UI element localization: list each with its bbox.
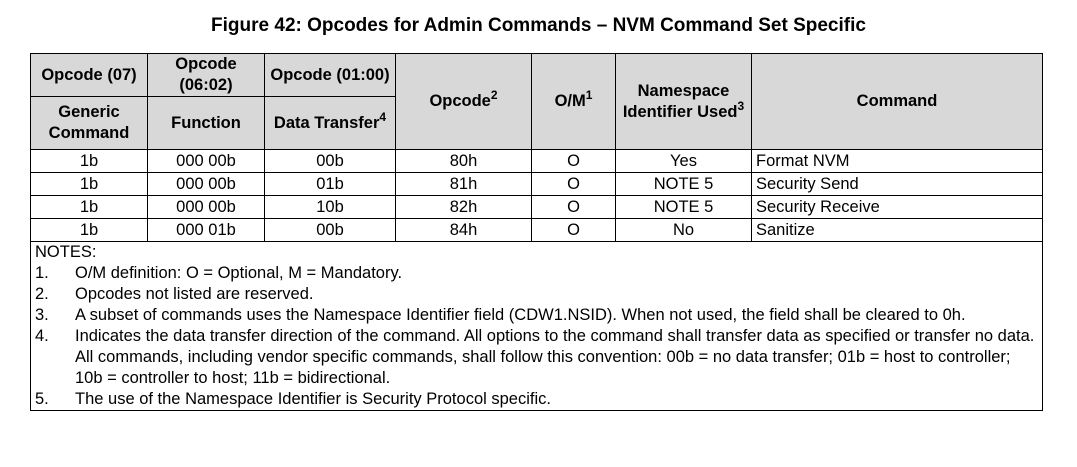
cell-opcode: 84h	[396, 219, 532, 242]
note-text: The use of the Namespace Identifier is Security Protocol specific.	[75, 390, 551, 408]
table-row	[31, 196, 1043, 219]
note-text: Opcodes not listed are reserved.	[75, 285, 314, 303]
header-function: Function	[148, 97, 265, 150]
header-om	[532, 54, 616, 150]
cell-om: O	[532, 219, 616, 242]
note-text: O/M definition: O = Optional, M = Mandatory.	[75, 264, 403, 282]
header-nsid-used	[616, 54, 752, 150]
cell-transfer: 00b	[265, 150, 396, 173]
cell-nsid: NOTE 5	[616, 173, 752, 196]
note-number: 4.	[35, 327, 49, 345]
cell-generic: 1b	[31, 219, 148, 242]
table-row	[31, 173, 1043, 196]
header-opcode-0602: Opcode (06:02)	[148, 54, 265, 97]
header-command: Command	[752, 54, 1043, 150]
cell-generic: 1b	[31, 150, 148, 173]
note-item	[35, 326, 1038, 389]
footnote-ref-1: 1	[585, 88, 593, 102]
note-number: 2.	[35, 285, 49, 303]
header-opcode-07: Opcode (07)	[31, 54, 148, 97]
cell-opcode: 82h	[396, 196, 532, 219]
cell-nsid: Yes	[616, 150, 752, 173]
cell-function: 000 00b	[148, 173, 265, 196]
cell-om: O	[532, 150, 616, 173]
opcodes-table	[30, 53, 1043, 411]
cell-transfer: 10b	[265, 196, 396, 219]
header-data-transfer	[265, 97, 396, 150]
footnote-ref-3: 3	[737, 98, 745, 113]
note-number: 5.	[35, 390, 49, 408]
cell-om: O	[532, 173, 616, 196]
cell-transfer: 01b	[265, 173, 396, 196]
cell-generic: 1b	[31, 173, 148, 196]
header-generic-command: Generic Command	[31, 97, 148, 150]
cell-function: 000 00b	[148, 150, 265, 173]
notes-cell	[31, 242, 1043, 411]
cell-command: Security Receive	[752, 196, 1043, 219]
note-item	[35, 263, 1038, 284]
note-item	[35, 305, 1038, 326]
cell-nsid: NOTE 5	[616, 196, 752, 219]
cell-opcode: 81h	[396, 173, 532, 196]
cell-transfer: 00b	[265, 219, 396, 242]
note-text: Indicates the data transfer direction of the command. All options to the command shall transfer data as specified or transfer no data. All commands, including vendor specific commands, shall follow this convention: 00b = no data transfer; 01b = host to controller; 10b = controller to host; 11b = bidirectional.	[75, 327, 1035, 387]
notes-list	[35, 263, 1038, 410]
note-number: 3.	[35, 306, 49, 324]
cell-function: 000 00b	[148, 196, 265, 219]
cell-opcode: 80h	[396, 150, 532, 173]
cell-command: Sanitize	[752, 219, 1043, 242]
table-row	[31, 150, 1043, 173]
header-nsid-label: Namespace Identifier Used	[622, 81, 738, 121]
cell-nsid: No	[616, 219, 752, 242]
header-opcode-label: Opcode	[429, 92, 491, 110]
footnote-ref-4: 4	[379, 109, 387, 124]
note-number: 1.	[35, 264, 49, 282]
note-item	[35, 389, 1038, 410]
cell-function: 000 01b	[148, 219, 265, 242]
note-text: A subset of commands uses the Namespace Identifier field (CDW1.NSID). When not used, the field shall be cleared to 0h.	[75, 306, 966, 324]
cell-command: Security Send	[752, 173, 1043, 196]
cell-om: O	[532, 196, 616, 219]
cell-command: Format NVM	[752, 150, 1043, 173]
header-data-transfer-label: Data Transfer	[273, 113, 380, 132]
header-om-label: O/M	[554, 92, 586, 110]
header-opcode	[396, 54, 532, 150]
header-opcode-0100: Opcode (01:00)	[265, 54, 396, 97]
figure-caption: Figure 42: Opcodes for Admin Commands – NVM Command Set Specific	[211, 15, 866, 36]
note-item	[35, 284, 1038, 305]
notes-title: NOTES:	[35, 243, 97, 261]
cell-generic: 1b	[31, 196, 148, 219]
table-row	[31, 219, 1043, 242]
footnote-ref-2: 2	[490, 88, 498, 102]
notes-row	[31, 242, 1043, 411]
header-row-top	[31, 54, 1043, 97]
